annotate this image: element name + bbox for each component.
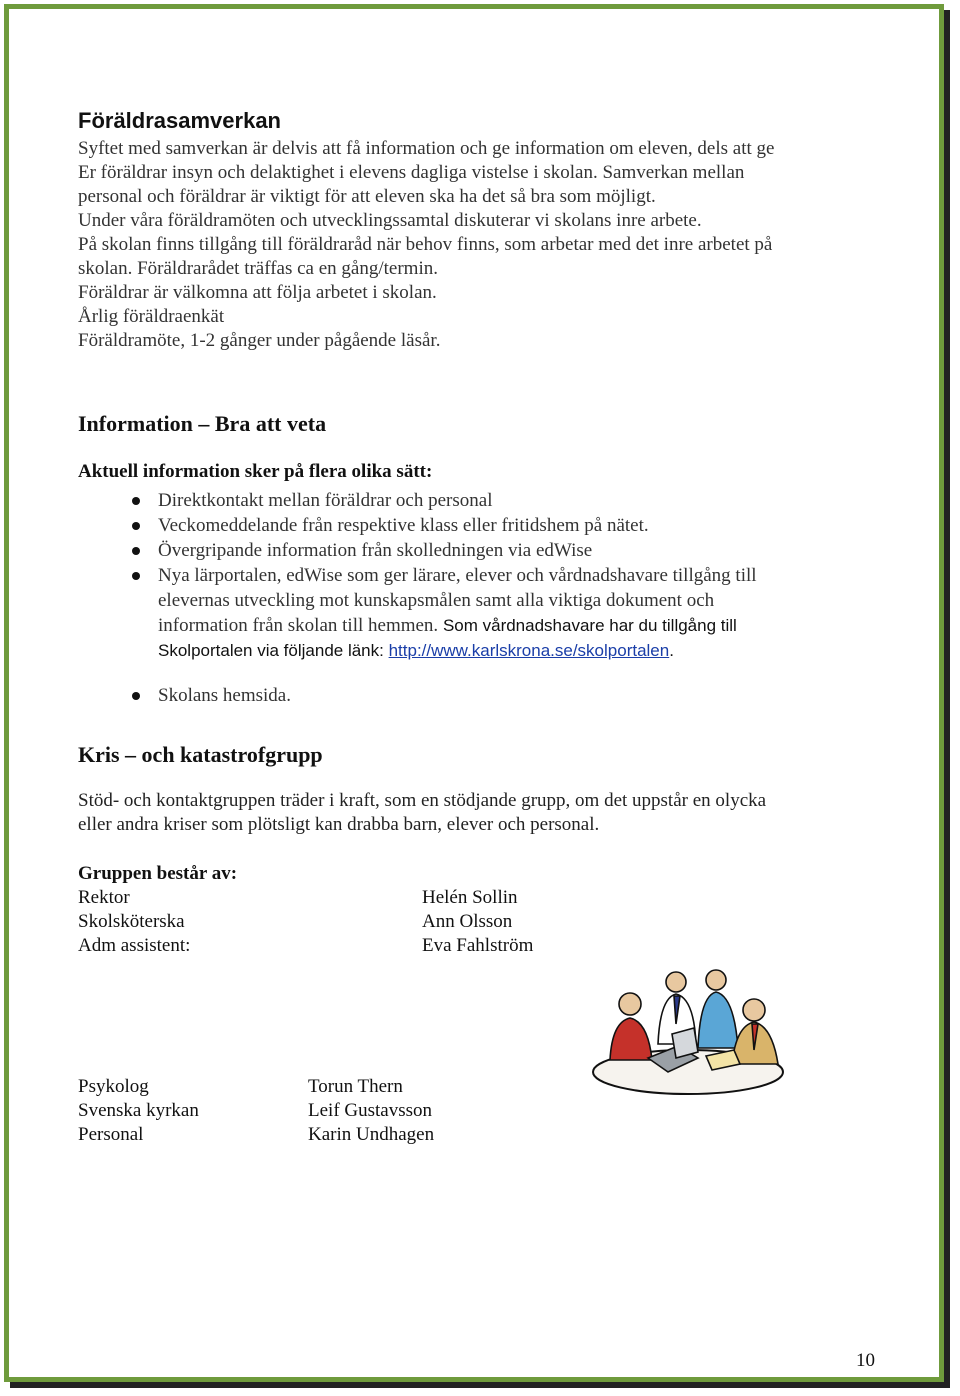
text-line: Föräldrar är välkomna att följa arbetet i skolan. <box>78 282 437 303</box>
list-item: Direktkontakt mellan föräldrar och personal <box>78 488 878 513</box>
person-name: Torun Thern <box>308 1076 403 1097</box>
list-item: Övergripande information från skolledningen via edWise <box>78 538 878 563</box>
names-column-b <box>308 1075 434 1147</box>
heading-kris: Kris – och katastrofgrupp <box>78 742 323 767</box>
heading-foraldrasamverkan: Föräldrasamverkan <box>78 108 281 133</box>
bullet-icon <box>132 497 140 505</box>
role-label: Svenska kyrkan <box>78 1100 199 1121</box>
bullet-icon <box>132 572 140 580</box>
roles-column-b <box>78 1075 199 1147</box>
text-line: Föräldramöte, 1-2 gånger under pågående läsår. <box>78 330 441 351</box>
role-label: Adm assistent: <box>78 935 191 956</box>
text-line: eller andra kriser som plötsligt kan drabba barn, elever och personal. <box>78 814 600 835</box>
heading-information: Information – Bra att veta <box>78 411 327 436</box>
person-name: Eva Fahlström <box>422 935 534 956</box>
text-line: Syftet med samverkan är delvis att få information och ge information om eleven, dels att ge <box>78 138 775 159</box>
person-name: Karin Undhagen <box>308 1124 435 1145</box>
bullet-icon <box>132 522 140 530</box>
text-line: På skolan finns tillgång till föräldraråd när behov finns, som arbetar med det inre arbetet på <box>78 234 773 255</box>
page-number: 10 <box>856 1350 875 1371</box>
text-line: Er föräldrar insyn och delaktighet i elevens dagliga vistelse i skolan. Samverkan mellan <box>78 162 745 183</box>
bullet-icon <box>132 547 140 555</box>
skolportalen-link[interactable]: http://www.karlskrona.se/skolportalen <box>388 641 670 660</box>
role-label: Skolsköterska <box>78 911 185 932</box>
meeting-clipart-icon <box>588 960 788 1100</box>
text-line: Under våra föräldramöten och utvecklingssamtal diskuterar vi skolans inre arbete. <box>78 210 702 231</box>
list-item: Skolans hemsida. <box>78 683 878 708</box>
person-name: Leif Gustavsson <box>308 1100 433 1121</box>
person-name: Helén Sollin <box>422 887 518 908</box>
person-name: Ann Olsson <box>422 911 513 932</box>
text-line: Årlig föräldraenkät <box>78 306 225 327</box>
paragraph-foraldrasamverkan <box>78 137 868 353</box>
information-list <box>78 488 878 708</box>
text-line: personal och föräldrar är viktigt för att eleven ska ha det så bra som möjligt. <box>78 186 656 207</box>
role-label: Personal <box>78 1124 144 1145</box>
text-line: skolan. Föräldrarådet träffas ca en gång/termin. <box>78 258 438 279</box>
names-column-a <box>422 886 533 958</box>
list-item: Veckomeddelande från respektive klass eller fritidshem på nätet. <box>78 513 878 538</box>
role-label: Rektor <box>78 887 130 908</box>
bullet-icon <box>132 692 140 700</box>
subheading-gruppen: Gruppen består av: <box>78 863 238 884</box>
list-item: Nya lärportalen, edWise som ger lärare, elever och vårdnadshavare tillgång till elevernas utveckling mot kunskapsmålen samt alla viktiga dokument och information från skolan till hemmen. Som vårdnadshavare har du tillgång till Skolportalen via följande länk: http://www.karlskrona.se/skolportalen. <box>78 563 878 663</box>
roles-column-a <box>78 886 190 958</box>
role-label: Psykolog <box>78 1076 149 1097</box>
paragraph-kris <box>78 789 868 837</box>
subheading-information: Aktuell information sker på flera olika sätt: <box>78 461 433 482</box>
text-line: Stöd- och kontaktgruppen träder i kraft, som en stödjande grupp, om det uppstår en olycka <box>78 790 767 811</box>
